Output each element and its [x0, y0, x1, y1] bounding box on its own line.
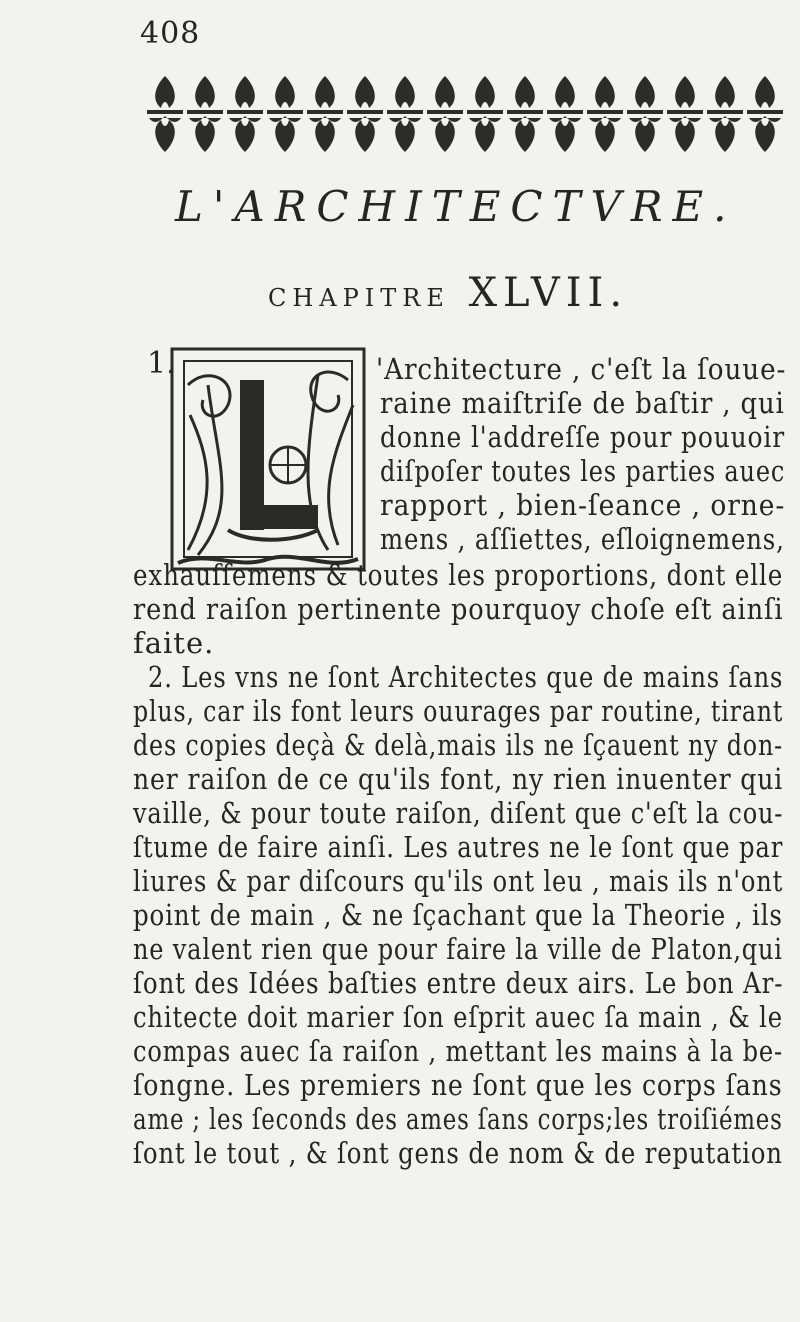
- fleuron-icon: [427, 76, 463, 114]
- text-line: ame ; les ſeconds des ames ſans corps;les troiſiémes: [133, 1102, 783, 1136]
- fleuron-icon: [147, 76, 183, 114]
- fleuron-icon: [749, 116, 781, 152]
- fleuron-icon: [309, 116, 341, 152]
- chapter-prefix: CHAPITRE: [268, 284, 450, 312]
- chapter-heading: [268, 270, 628, 316]
- text-line: compas auec ſa raiſon , mettant les mains à la be-: [133, 1034, 783, 1068]
- text-line: chitecte doit marier ſon eſprit auec ſa main , & le: [133, 1000, 783, 1034]
- fleuron-icon: [387, 76, 423, 114]
- fleuron-icon: [707, 76, 743, 114]
- text-line: ſongne. Les premiers ne ſont que les corps ſans: [133, 1068, 783, 1102]
- fleuron-icon: [267, 76, 303, 114]
- fleuron-icon: [467, 76, 503, 114]
- fleuron-icon: [227, 76, 263, 114]
- text-line: rend raiſon pertinente pourquoy choſe eſt ainſi: [133, 592, 784, 626]
- chapter-numeral: XLVII.: [468, 270, 629, 316]
- fleuron-icon: [349, 116, 381, 152]
- text-line: exhauſſemens & toutes les proportions, dont elle: [133, 558, 784, 592]
- fleuron-ornament-band: [145, 70, 785, 160]
- text-line: donne l'addreſſe pour pouuoir: [380, 420, 786, 454]
- fleuron-icon: [589, 116, 621, 152]
- fleuron-icon: [187, 76, 223, 114]
- text-line: ſtume de faire ainſi. Les autres ne le ſont que par: [133, 830, 784, 864]
- text-line: vaille, & pour toute raiſon, diſent que c'eſt la cou-: [133, 796, 784, 830]
- fleuron-icon: [669, 116, 701, 152]
- text-line: ſont des Idées baſties entre deux airs. Le bon Ar-: [133, 966, 784, 1000]
- text-line: rapport , bien-ſeance , orne-: [380, 488, 786, 522]
- text-line: des copies deçà & delà,mais ils ne ſçauent ny don-: [133, 728, 783, 762]
- text-line: point de main , & ne ſçachant que la Theorie , ils: [133, 898, 783, 932]
- fleuron-icon: [347, 76, 383, 114]
- text-line: ner raiſon de ce qu'ils font, ny rien inuenter qui: [133, 762, 784, 796]
- text-line: raine maiſtriſe de baſtir , qui: [380, 386, 785, 420]
- text-line: 'Architecture , c'eſt la ſouue-: [376, 352, 787, 386]
- fleuron-icon: [507, 76, 543, 114]
- text-line: faite.: [133, 626, 215, 660]
- text-line: ne valent rien que pour faire la ville de Platon,qui: [133, 932, 783, 966]
- text-line: mens , aſſiettes, eſloignemens,: [380, 522, 785, 556]
- fleuron-icon: [667, 76, 703, 114]
- fleuron-icon: [189, 116, 221, 152]
- fleuron-icon: [149, 116, 181, 152]
- fleuron-icon: [229, 116, 261, 152]
- paragraph-number: 1.: [147, 346, 176, 381]
- fleuron-icon: [469, 116, 501, 152]
- text-line: plus, car ils font leurs ouurages par routine, tirant: [133, 694, 784, 728]
- text-line: liures & par diſcours qu'ils ont leu , mais ils n'ont: [133, 864, 784, 898]
- fleuron-icon: [587, 76, 623, 114]
- fleuron-icon: [389, 116, 421, 152]
- fleuron-icon: [747, 76, 783, 114]
- fleuron-icon: [269, 116, 301, 152]
- fleuron-icon: [709, 116, 741, 152]
- text-line: 2. Les vns ne ſont Architectes que de mains ſans: [148, 660, 784, 694]
- page-number: 408: [140, 16, 201, 51]
- fleuron-icon: [547, 76, 583, 114]
- text-line: diſpoſer toutes les parties auec: [380, 454, 786, 488]
- fleuron-icon: [307, 76, 343, 114]
- fleuron-icon: [629, 116, 661, 152]
- running-title: L'ARCHITECTVRE.: [175, 182, 737, 231]
- text-line: ſont le tout , & ſont gens de nom & de reputation: [133, 1136, 783, 1170]
- fleuron-icon: [549, 116, 581, 152]
- fleuron-icon: [429, 116, 461, 152]
- fleuron-icon: [509, 116, 541, 152]
- fleuron-icon: [627, 76, 663, 114]
- decorated-initial-L: [168, 345, 368, 573]
